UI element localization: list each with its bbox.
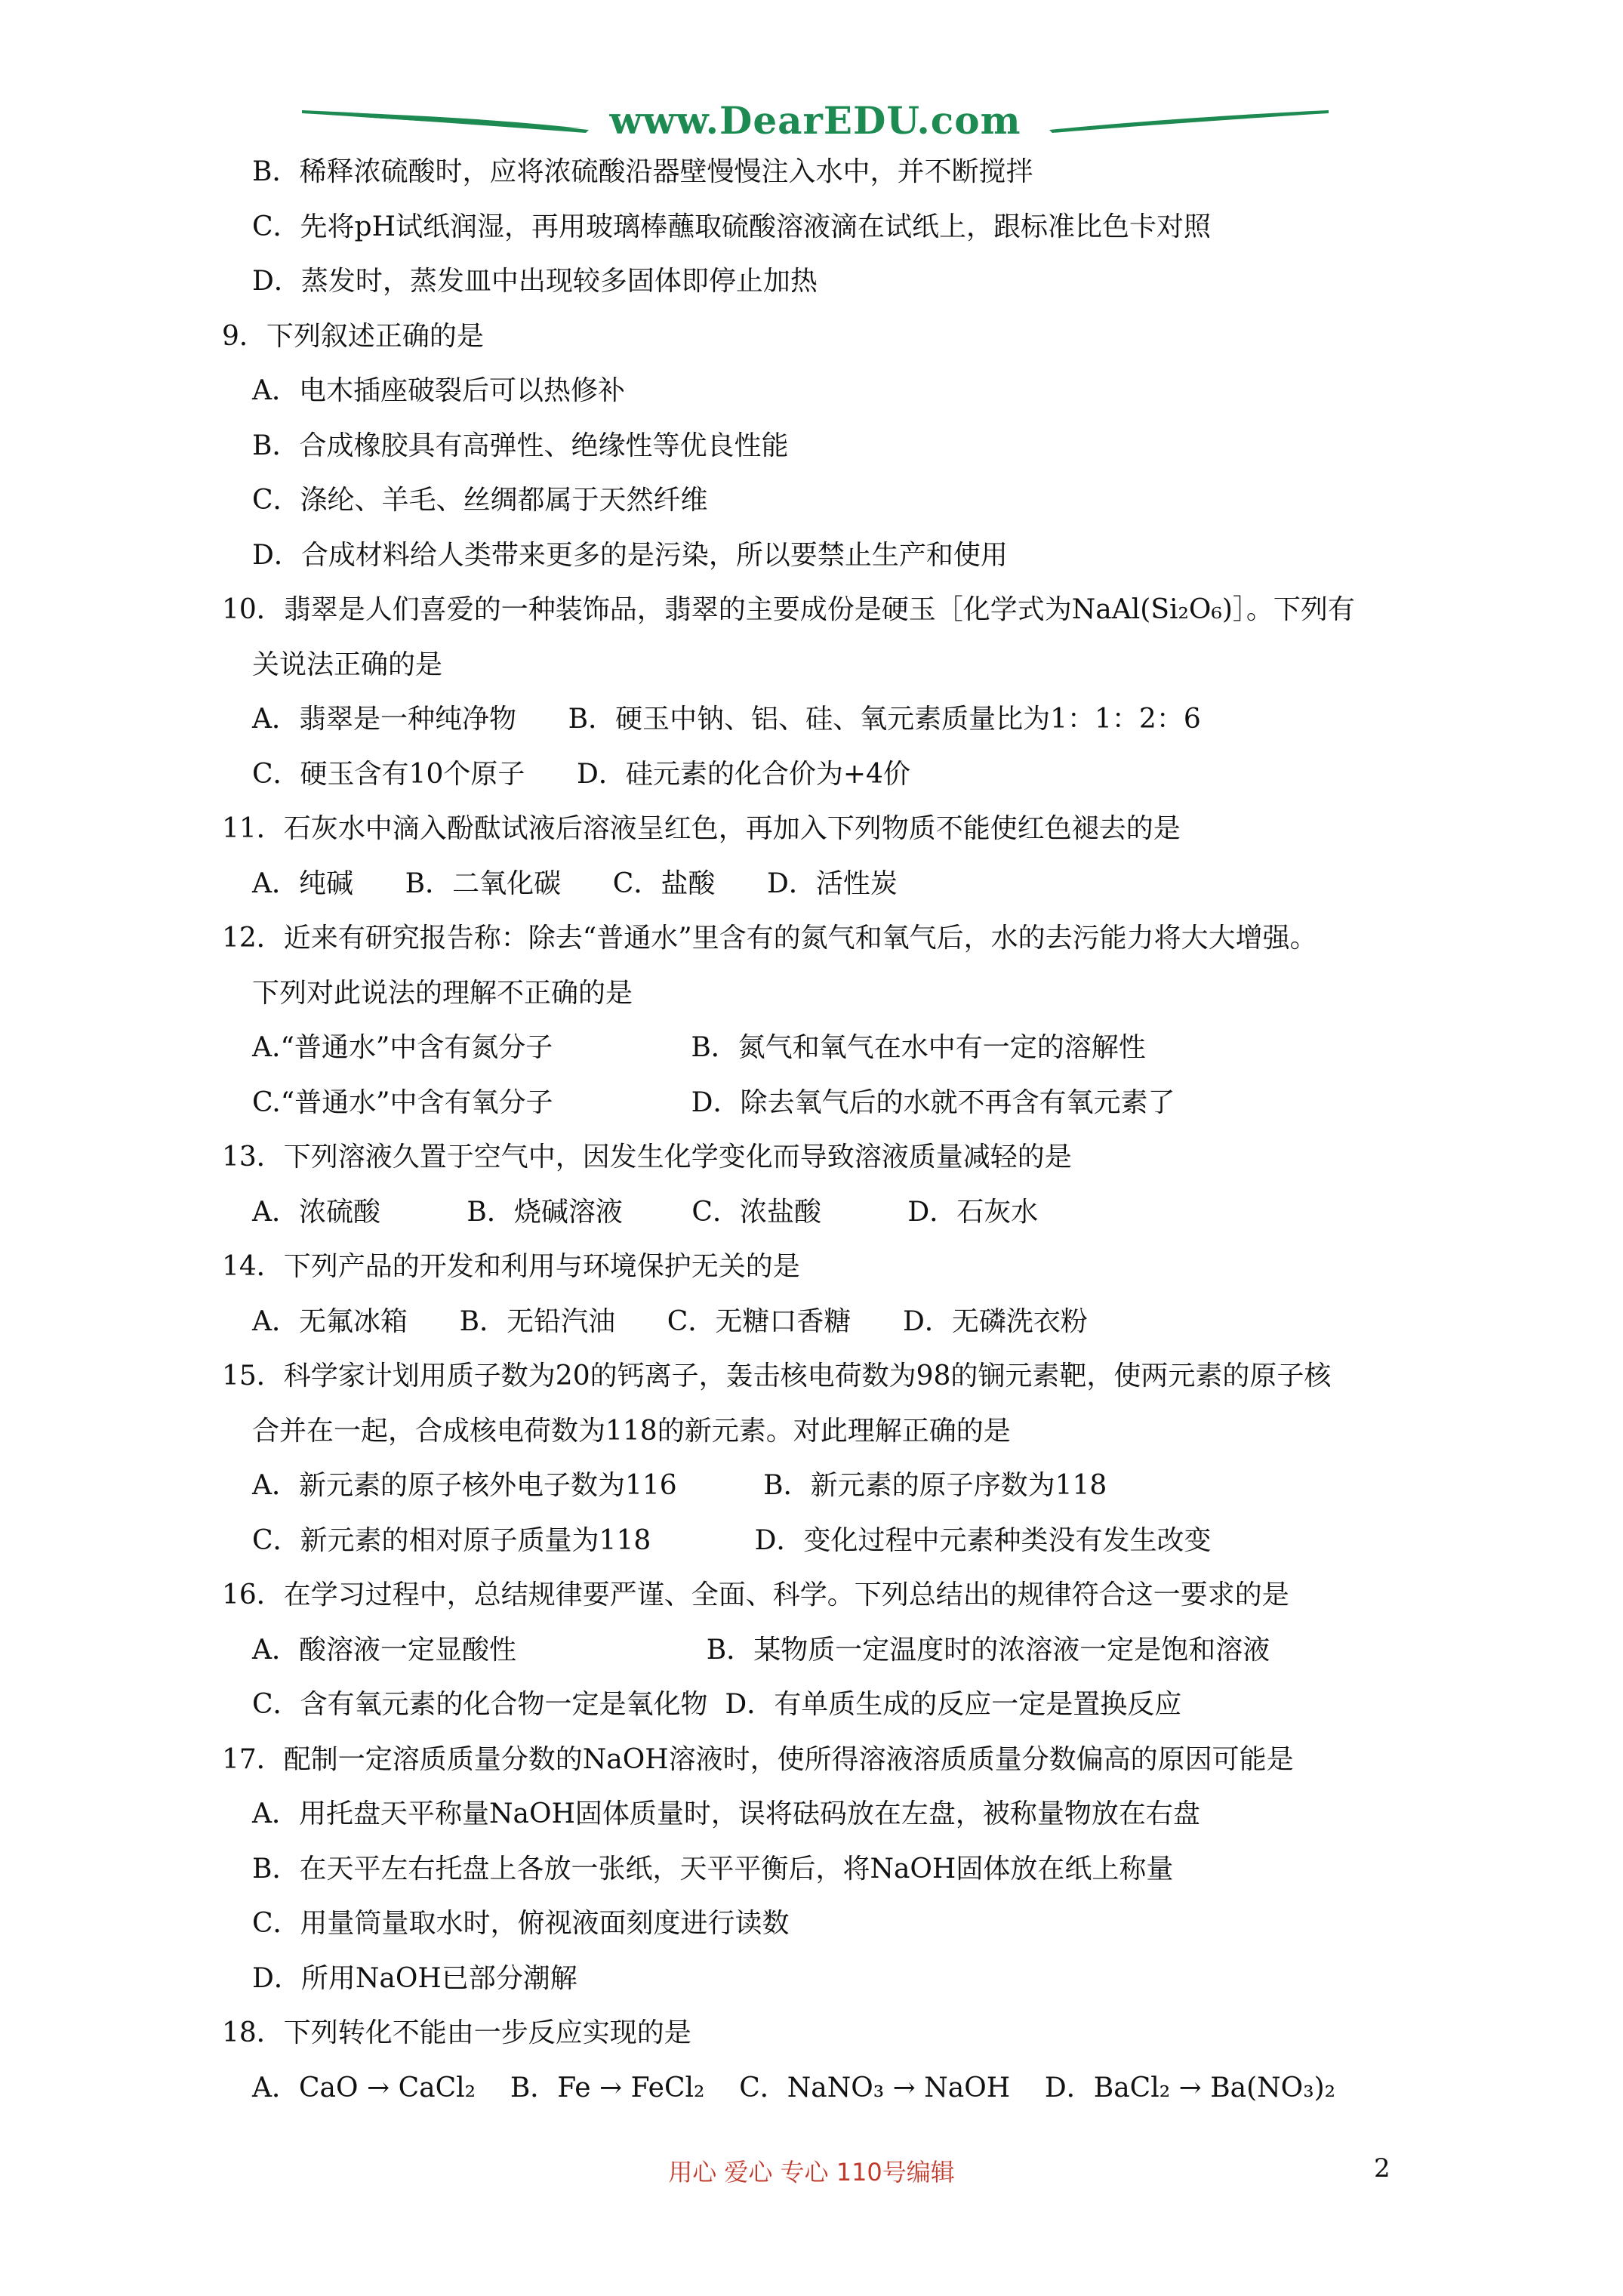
question-stem: 10．翡翠是人们喜爱的一种装饰品，翡翠的主要成份是硬玉［化学式为NaAl(Si₂O₆)］。下列有	[222, 594, 1355, 625]
answer-options: A．浓硫酸 B．烧碱溶液 C．浓盐酸 D．石灰水	[252, 1196, 1039, 1228]
answer-options: C．含有氧元素的化合物一定是氧化物 D．有单质生成的反应一定是置换反应	[252, 1689, 1182, 1720]
site-title[interactable]: www.DearEDU.com	[609, 98, 1021, 143]
answer-options: B．稀释浓硫酸时，应将浓硫酸沿器壁慢慢注入水中，并不断搅拌	[252, 156, 1033, 187]
question-stem: 9．下列叙述正确的是	[222, 320, 484, 352]
answer-options: A.“普通水”中含有氮分子 B．氮气和氧气在水中有一定的溶解性	[252, 1032, 1146, 1063]
answer-options: A．酸溶液一定显酸性 B．某物质一定温度时的浓溶液一定是饱和溶液	[252, 1634, 1270, 1666]
question-continuation: 下列对此说法的理解不正确的是	[252, 977, 633, 1009]
answer-options: B．合成橡胶具有高弹性、绝缘性等优良性能	[252, 430, 789, 461]
question-stem: 17．配制一定溶质质量分数的NaOH溶液时，使所得溶液溶质质量分数偏高的原因可能是	[222, 1743, 1294, 1775]
question-stem: 15．科学家计划用质子数为20的钙离子，轰击核电荷数为98的锎元素靶，使两元素的原子核	[222, 1361, 1332, 1391]
answer-options: C．新元素的相对原子质量为118 D．变化过程中元素种类没有发生改变	[252, 1524, 1212, 1556]
answer-options: C．硬玉含有10个原子 D．硅元素的化合价为+4价	[252, 758, 910, 790]
site-header	[302, 97, 1329, 157]
answer-options: A．翡翠是一种纯净物 B．硬玉中钠、铝、硅、氧元素质量比为1：1：2：6	[252, 704, 1201, 735]
question-continuation: 合并在一起，合成核电荷数为118的新元素。对此理解正确的是	[252, 1415, 1011, 1447]
question-stem: 13．下列溶液久置于空气中，因发生化学变化而导致溶液质量减轻的是	[222, 1142, 1072, 1173]
answer-options: D．蒸发时，蒸发皿中出现较多固体即停止加热	[252, 266, 818, 297]
question-stem: 11．石灰水中滴入酚酞试液后溶液呈红色，再加入下列物质不能使红色褪去的是	[222, 813, 1181, 844]
answer-options: D．所用NaOH已部分潮解	[252, 1962, 577, 1994]
answer-options: A．纯碱 B．二氧化碳 C．盐酸 D．活性炭	[252, 868, 898, 899]
answer-options: C.“普通水”中含有氧分子 D．除去氧气后的水就不再含有氧元素了	[252, 1086, 1175, 1118]
question-stem: 14．下列产品的开发和利用与环境保护无关的是	[222, 1251, 800, 1282]
answer-options: D．合成材料给人类带来更多的是污染，所以要禁止生产和使用	[252, 539, 1008, 571]
page-number: 2	[1374, 2153, 1390, 2184]
answer-options: C．用量筒量取水时，俯视液面刻度进行读数	[252, 1908, 790, 1939]
answer-options: C．涤纶、羊毛、丝绸都属于天然纤维	[252, 485, 708, 516]
answer-options: A．无氟冰箱 B．无铅汽油 C．无糖口香糖 D．无磷洗衣粉	[252, 1305, 1088, 1337]
answer-options: A．电木插座破裂后可以热修补	[252, 375, 625, 406]
footer-note: 用心 爱心 专心 110号编辑	[668, 2158, 955, 2187]
question-continuation: 关说法正确的是	[252, 649, 443, 680]
question-stem: 18．下列转化不能由一步反应实现的是	[222, 2017, 691, 2048]
answer-options: A．CaO → CaCl₂ B．Fe → FeCl₂ C．NaNO₃ → NaOH D．BaCl₂ → Ba(NO₃)₂	[252, 2072, 1336, 2103]
answer-options: B．在天平左右托盘上各放一张纸，天平平衡后，将NaOH固体放在纸上称量	[252, 1853, 1174, 1885]
question-stem: 16．在学习过程中，总结规律要严谨、全面、科学。下列总结出的规律符合这一要求的是	[222, 1579, 1289, 1610]
answer-options: A．用托盘天平称量NaOH固体质量时，误将砝码放在左盘，被称量物放在右盘	[252, 1798, 1200, 1829]
answer-options: A．新元素的原子核外电子数为116 B．新元素的原子序数为118	[252, 1470, 1107, 1501]
answer-options: C．先将pH试纸润湿，再用玻璃棒蘸取硫酸溶液滴在试纸上，跟标准比色卡对照	[252, 211, 1211, 242]
question-stem: 12．近来有研究报告称：除去“普通水”里含有的氮气和氧气后，水的去污能力将大大增强。	[222, 923, 1317, 954]
